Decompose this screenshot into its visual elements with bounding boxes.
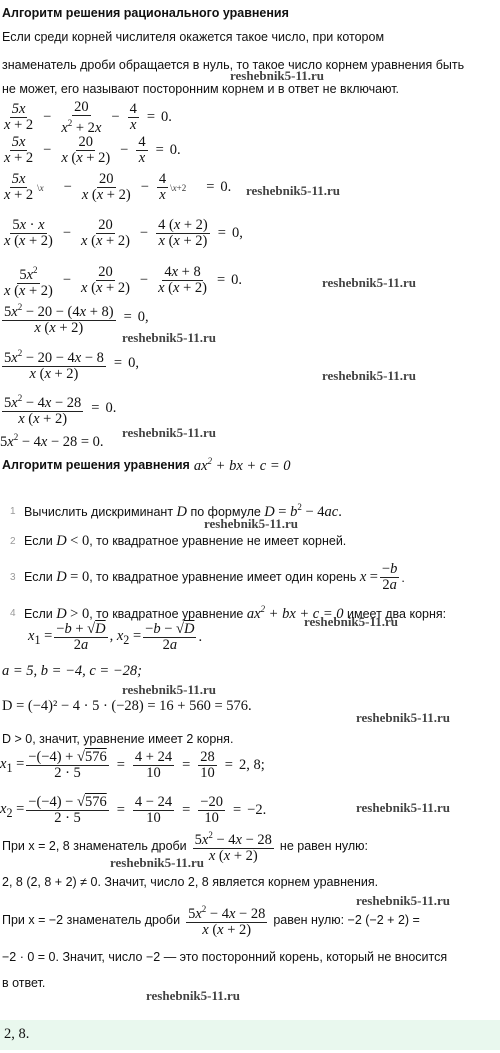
check-2-pre: При x = −2 знаменатель дроби bbox=[2, 912, 181, 927]
equation-8: $\frac{5x^2 - 4x - 28}{x (x + 2)}$ = 0. bbox=[4, 393, 117, 427]
intro-line-1: Если среди корней числителя окажется такое число, при котором bbox=[2, 30, 385, 44]
watermark: reshebnik5-11.ru bbox=[322, 368, 417, 383]
watermark: reshebnik5-11.ru bbox=[122, 330, 217, 345]
root-x1: $x_1$ = $\frac{-(-4) + √576}{2 \cdot 5}$ = $\frac{4 + 24}{10}$ = $\frac{28}{10}$ = 2, 8; bbox=[0, 749, 265, 781]
algorithm-title-text: Алгоритм решения уравнения bbox=[2, 458, 190, 473]
equation-6: $\frac{5x^2 - 20 - (4x + 8)}{x (x + 2)}$ = 0, bbox=[4, 302, 149, 336]
watermark: reshebnik5-11.ru bbox=[122, 425, 217, 440]
check-1: При x = 2, 8 знаменатель дроби $5x^2 - 4x - 28$ x (x + 2) не равен нулю: bbox=[2, 830, 369, 864]
watermark: reshebnik5-11.ru bbox=[304, 614, 399, 629]
watermark: reshebnik5-11.ru bbox=[356, 893, 451, 908]
equation-1: 5x x + 2 − $\frac{20}{x^2 + 2x}$ − $\frac{4}{x}$ = 0. bbox=[4, 99, 172, 136]
intro-line-2: знаменатель дроби обращается в нуль, то такое число корнем уравнения быть bbox=[2, 58, 465, 72]
step-1: 1 Вычислить дискриминант D по формуле $D = b^2 - 4ac$. bbox=[10, 502, 342, 520]
equation-3: 5x x + 2 \x − $\frac{20}{x (x + 2)}$ − $\frac{4}{x}$ \x+2 = 0. bbox=[4, 171, 232, 203]
algorithm-title: Алгоритм решения уравнения $ax^2$ + bx + c = 0 bbox=[2, 456, 291, 474]
coefficients: a = 5, b = −4, c = −28; bbox=[2, 663, 142, 679]
root-x2: $x_2$ = $\frac{-(-4) - √576}{2 \cdot 5}$ = $\frac{4 - 24}{10}$ = $\frac{-20}{10}$ = −2. bbox=[0, 794, 267, 826]
watermark: reshebnik5-11.ru bbox=[356, 710, 451, 725]
intro-line-3: не может, его называют посторонним корнем и в ответ не включают. bbox=[2, 82, 400, 96]
step-3: 3 Если D = 0, то квадратное уравнение имеет один корень x = $\frac{-b}{2a}$ . bbox=[10, 561, 405, 593]
equation-9: $5x^2 - 4x - 28 = 0$. bbox=[0, 432, 104, 450]
watermark: reshebnik5-11.ru bbox=[146, 988, 241, 1003]
page-title: Алгоритм решения рационального уравнения bbox=[2, 6, 289, 20]
check-2-line-3: в ответ. bbox=[2, 976, 46, 990]
answer-text: 2, 8. bbox=[4, 1026, 30, 1042]
equation-2: 5x x + 2 − $\frac{20}{x (x + 2)}$ − $\frac{4}{x}$ = 0. bbox=[4, 134, 181, 166]
watermark: reshebnik5-11.ru bbox=[230, 68, 325, 83]
check-2: При x = −2 знаменатель дроби $5x^2 - 4x - 28$ x (x + 2) равен нулю: −2 (−2 + 2) = bbox=[2, 904, 420, 938]
watermark: reshebnik5-11.ru bbox=[322, 275, 417, 290]
equation-4: 5x · x x (x + 2) − $\frac{20}{x (x + 2)}$ − $\frac{4 (x + 2)}{x (x + 2)}$ = 0, bbox=[4, 217, 243, 249]
watermark: reshebnik5-11.ru bbox=[110, 855, 205, 870]
equation-5: $5x^2$ x (x + 2) − $\frac{20}{x (x + 2)}$ − $\frac{4x + 8}{x (x + 2)}$ = 0. bbox=[4, 264, 243, 299]
check-1-pre: При x = 2, 8 знаменатель дроби bbox=[2, 838, 187, 853]
step-2: 2 Если D < 0, то квадратное уравнение не имеет корней. bbox=[10, 533, 347, 549]
equation-7: $\frac{5x^2 - 20 - 4x - 8}{x (x + 2)}$ = 0, bbox=[4, 348, 139, 382]
check-2-post: равен нулю: −2 (−2 + 2) = bbox=[273, 912, 420, 927]
roots-formula: $x_1$ = $\frac{-b + √D}{2a}$ , $x_2$ = $\frac{-b - √D}{2a}$ . bbox=[28, 621, 203, 653]
watermark: reshebnik5-11.ru bbox=[122, 682, 217, 697]
answer-box bbox=[0, 1020, 500, 1050]
check-2-line-2: −2 · 0 = 0. Значит, число −2 — это посторонний корень, который не вносится bbox=[2, 950, 448, 964]
step-4: 4 Если D > 0, то квадратное уравнение $ax^2$ + bx + c = 0 имеет два корня: bbox=[10, 604, 447, 622]
discriminant-positive: D > 0, значит, уравнение имеет 2 корня. bbox=[2, 732, 234, 746]
discriminant: D = (−4)² − 4 · 5 · (−28) = 16 + 560 = 576. bbox=[2, 698, 252, 714]
watermark: reshebnik5-11.ru bbox=[246, 183, 341, 198]
watermark: reshebnik5-11.ru bbox=[204, 516, 299, 531]
watermark: reshebnik5-11.ru bbox=[356, 800, 451, 815]
check-1-line-2: 2, 8 (2, 8 + 2) ≠ 0. Значит, число 2, 8 является корнем уравнения. bbox=[2, 875, 379, 889]
check-1-post: не равен нулю: bbox=[279, 838, 369, 853]
